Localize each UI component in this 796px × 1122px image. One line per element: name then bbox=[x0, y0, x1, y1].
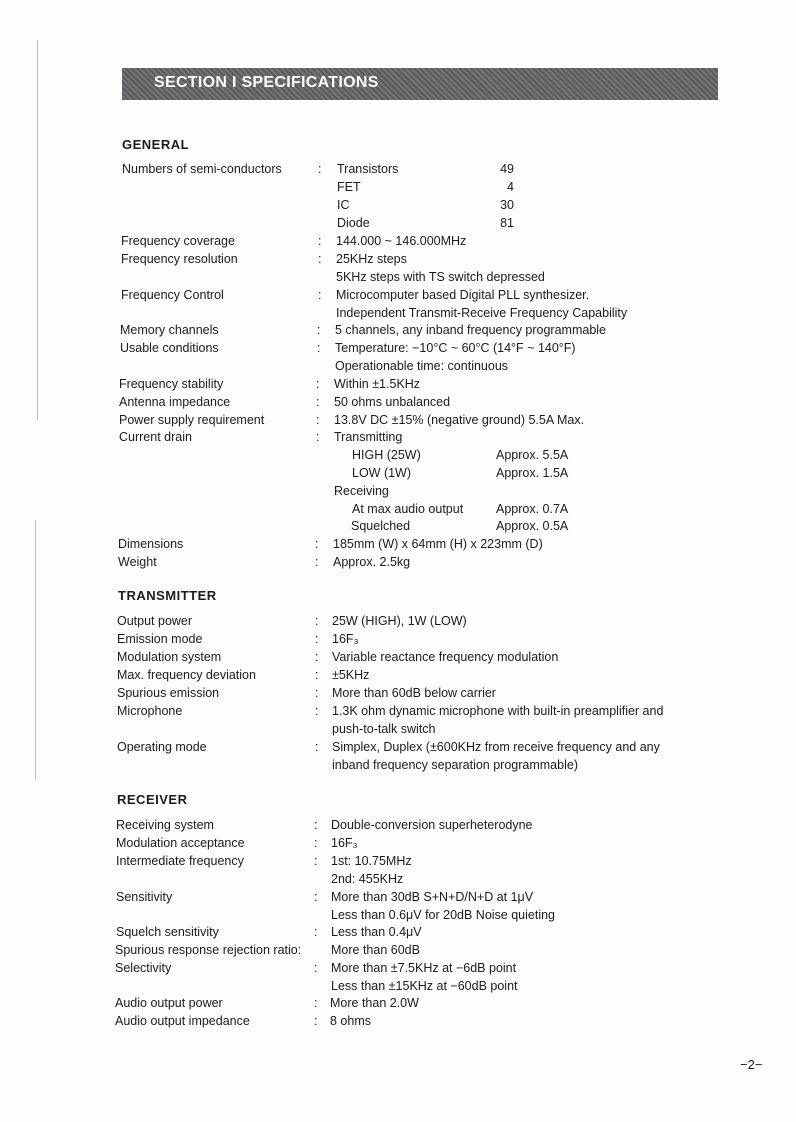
spec-row-max-deviation bbox=[117, 666, 727, 684]
spec-label: Frequency Control bbox=[121, 288, 224, 302]
spec-row-frequency-control bbox=[121, 286, 721, 304]
colon: : bbox=[318, 234, 322, 248]
semiconductor-name: Transistors bbox=[337, 162, 399, 176]
spec-label: Max. frequency deviation bbox=[117, 668, 256, 682]
spec-value: Approx. 2.5kg bbox=[333, 555, 411, 569]
spec-label: Frequency stability bbox=[119, 377, 224, 391]
semiconductor-item bbox=[337, 178, 361, 196]
spec-row-squelch-sensitivity bbox=[116, 923, 726, 941]
semiconductor-item bbox=[337, 196, 350, 214]
spec-label: Output power bbox=[117, 614, 193, 628]
semiconductor-name: Diode bbox=[337, 216, 370, 230]
section-header-bar bbox=[122, 68, 718, 100]
spec-label-text: Spurious response rejection ratio bbox=[115, 943, 298, 957]
semiconductor-item bbox=[337, 160, 398, 178]
spec-label: Current drain bbox=[119, 430, 192, 444]
spec-row-selectivity bbox=[115, 959, 725, 977]
spec-value: More than 60dB bbox=[331, 943, 420, 957]
colon: : bbox=[316, 395, 320, 409]
spec-label: Numbers of semi-conductors bbox=[122, 162, 282, 176]
colon: : bbox=[315, 650, 319, 664]
colon: : bbox=[314, 925, 318, 939]
general-heading: GENERAL bbox=[122, 137, 190, 152]
colon: : bbox=[318, 288, 322, 302]
spec-row-frequency-coverage bbox=[121, 232, 721, 250]
colon: : bbox=[315, 632, 319, 646]
spec-value: 1st: 10.75MHz bbox=[331, 854, 412, 868]
spec-value: More than 60dB below carrier bbox=[332, 686, 496, 700]
spec-label: Sensitivity bbox=[116, 890, 173, 904]
colon: : bbox=[318, 162, 322, 176]
current-low-value: Approx. 1.5A bbox=[496, 466, 569, 480]
spec-value-continued: Independent Transmit-Receive Frequency Capability bbox=[336, 306, 628, 320]
semiconductor-item bbox=[337, 214, 370, 232]
spec-row-frequency-resolution bbox=[121, 250, 721, 268]
spec-label: Power supply requirement bbox=[119, 413, 265, 427]
semiconductor-count: 81 bbox=[500, 216, 514, 230]
spec-row-spurious-rejection bbox=[115, 941, 725, 959]
receiver-heading: RECEIVER bbox=[117, 792, 188, 807]
current-squelched-label: Squelched bbox=[351, 519, 411, 533]
spec-value: Less than 0.4μV bbox=[331, 925, 422, 939]
section-title: SECTION I SPECIFICATIONS bbox=[154, 74, 379, 91]
spec-value: Transmitting bbox=[334, 430, 403, 444]
colon: : bbox=[315, 740, 319, 754]
spec-value: More than ±7.5KHz at −6dB point bbox=[331, 961, 517, 975]
spec-label: Memory channels bbox=[120, 323, 219, 337]
spec-row-operating-mode bbox=[117, 738, 727, 756]
spec-label: Receiving system bbox=[116, 818, 214, 832]
spec-value: Variable reactance frequency modulation bbox=[332, 650, 559, 664]
spec-value: Simplex, Duplex (±600KHz from receive frequency and any bbox=[332, 740, 660, 754]
colon: : bbox=[315, 555, 319, 569]
spec-value: 8 ohms bbox=[330, 1014, 371, 1028]
spec-value-continued: Operationable time: continuous bbox=[335, 359, 509, 373]
colon: : bbox=[316, 377, 320, 391]
colon: : bbox=[314, 961, 318, 975]
colon: : bbox=[317, 323, 321, 337]
spec-row-spurious-emission bbox=[117, 684, 727, 702]
spec-value: Microcomputer based Digital PLL synthesizer. bbox=[336, 288, 590, 302]
spec-label: Squelch sensitivity bbox=[116, 925, 219, 939]
spec-row-output-power bbox=[117, 612, 727, 630]
spec-label: Spurious emission bbox=[117, 686, 220, 700]
spec-row-antenna-impedance bbox=[119, 393, 719, 411]
colon: : bbox=[316, 430, 320, 444]
spec-value: 13.8V DC ±15% (negative ground) 5.5A Max. bbox=[334, 413, 585, 427]
spec-row-modulation-system bbox=[117, 648, 727, 666]
spec-label: Antenna impedance bbox=[119, 395, 231, 409]
current-high-label: HIGH (25W) bbox=[352, 448, 421, 462]
semiconductor-count: 30 bbox=[500, 198, 514, 212]
spec-label: Audio output power bbox=[115, 996, 223, 1010]
spec-label: Emission mode bbox=[117, 632, 203, 646]
spec-label: Intermediate frequency bbox=[116, 854, 244, 868]
spec-label: Selectivity bbox=[115, 961, 172, 975]
spec-value: Temperature: −10°C ~ 60°C (14°F ~ 140°F) bbox=[335, 341, 576, 355]
current-low-label: LOW (1W) bbox=[352, 466, 412, 480]
colon: : bbox=[314, 836, 318, 850]
current-max-audio-label: At max audio output bbox=[352, 502, 464, 516]
spec-row-dimensions bbox=[118, 535, 718, 553]
spec-row-modulation-acceptance bbox=[116, 834, 726, 852]
spec-value: 185mm (W) x 64mm (H) x 223mm (D) bbox=[333, 537, 543, 551]
spec-value: 144.000 ~ 146.000MHz bbox=[336, 234, 467, 248]
spec-value: More than 30dB S+N+D/N+D at 1μV bbox=[331, 890, 534, 904]
spec-row-usable-conditions bbox=[120, 339, 720, 357]
colon: : bbox=[315, 614, 319, 628]
spec-value: ±5KHz bbox=[332, 668, 370, 682]
page-edge-mark bbox=[37, 40, 38, 420]
colon: : bbox=[314, 854, 318, 868]
spec-row-receiving-system bbox=[116, 816, 726, 834]
spec-row-intermediate-frequency bbox=[116, 852, 726, 870]
semiconductor-count: 4 bbox=[507, 180, 514, 194]
spec-value: 16F₃ bbox=[332, 632, 359, 646]
spec-label: Frequency resolution bbox=[121, 252, 238, 266]
page-edge-mark bbox=[35, 520, 36, 780]
spec-label: Microphone bbox=[117, 704, 183, 718]
spec-row-current-drain bbox=[119, 428, 719, 446]
current-squelched-value: Approx. 0.5A bbox=[496, 519, 569, 533]
transmitter-heading: TRANSMITTER bbox=[118, 588, 217, 603]
spec-value-continued: inband frequency separation programmable) bbox=[332, 758, 578, 772]
semiconductor-name: IC bbox=[337, 198, 350, 212]
spec-label: Usable conditions bbox=[120, 341, 219, 355]
colon: : bbox=[314, 996, 318, 1010]
spec-value: Double-conversion superheterodyne bbox=[331, 818, 533, 832]
spec-row-audio-output-impedance bbox=[115, 1012, 725, 1030]
spec-value: 1.3K ohm dynamic microphone with built-in preamplifier and bbox=[332, 704, 664, 718]
spec-value-continued: 2nd: 455KHz bbox=[331, 872, 404, 886]
colon: : bbox=[315, 668, 319, 682]
colon: : bbox=[315, 704, 319, 718]
colon: : bbox=[314, 1014, 318, 1028]
spec-row-frequency-stability bbox=[119, 375, 719, 393]
colon: : bbox=[318, 252, 322, 266]
spec-value: 5 channels, any inband frequency programmable bbox=[335, 323, 607, 337]
spec-label: Modulation system bbox=[117, 650, 222, 664]
current-max-audio-value: Approx. 0.7A bbox=[496, 502, 569, 516]
colon: : bbox=[314, 818, 318, 832]
spec-label: Modulation acceptance bbox=[116, 836, 245, 850]
colon: : bbox=[314, 890, 318, 904]
spec-label: Operating mode bbox=[117, 740, 207, 754]
spec-label: Weight bbox=[118, 555, 157, 569]
spec-label: Audio output impedance bbox=[115, 1014, 250, 1028]
spec-row-weight bbox=[118, 553, 718, 571]
semiconductor-name: FET bbox=[337, 180, 361, 194]
colon: : bbox=[317, 341, 321, 355]
spec-value: 25KHz steps bbox=[336, 252, 407, 266]
spec-value-continued: Less than 0.6μV for 20dB Noise quieting bbox=[331, 908, 556, 922]
spec-value: 50 ohms unbalanced bbox=[334, 395, 451, 409]
spec-row-audio-output-power bbox=[115, 994, 725, 1012]
spec-row-microphone bbox=[117, 702, 727, 720]
current-high-value: Approx. 5.5A bbox=[496, 448, 569, 462]
spec-row-memory-channels bbox=[120, 321, 720, 339]
spec-value-continued: push-to-talk switch bbox=[332, 722, 436, 736]
spec-row-semiconductors bbox=[122, 160, 722, 178]
spec-value: 25W (HIGH), 1W (LOW) bbox=[332, 614, 467, 628]
spec-value: Within ±1.5KHz bbox=[334, 377, 421, 391]
spec-row-emission-mode bbox=[117, 630, 727, 648]
colon: : bbox=[315, 537, 319, 551]
spec-label: Spurious response rejection ratio: bbox=[115, 943, 302, 957]
spec-value: More than 2.0W bbox=[330, 996, 419, 1010]
spec-value-continued: Less than ±15KHz at −60dB point bbox=[331, 979, 518, 993]
colon: : bbox=[315, 686, 319, 700]
spec-label: Dimensions bbox=[118, 537, 184, 551]
current-receiving-label: Receiving bbox=[334, 484, 389, 498]
spec-value-continued: 5KHz steps with TS switch depressed bbox=[336, 270, 545, 284]
spec-value: 16F₃ bbox=[331, 836, 358, 850]
colon: : bbox=[316, 413, 320, 427]
page-number: −2− bbox=[740, 1057, 763, 1072]
semiconductor-count: 49 bbox=[500, 162, 514, 176]
spec-row-sensitivity bbox=[116, 888, 726, 906]
spec-row-power-supply bbox=[119, 411, 719, 429]
spec-label: Frequency coverage bbox=[121, 234, 235, 248]
